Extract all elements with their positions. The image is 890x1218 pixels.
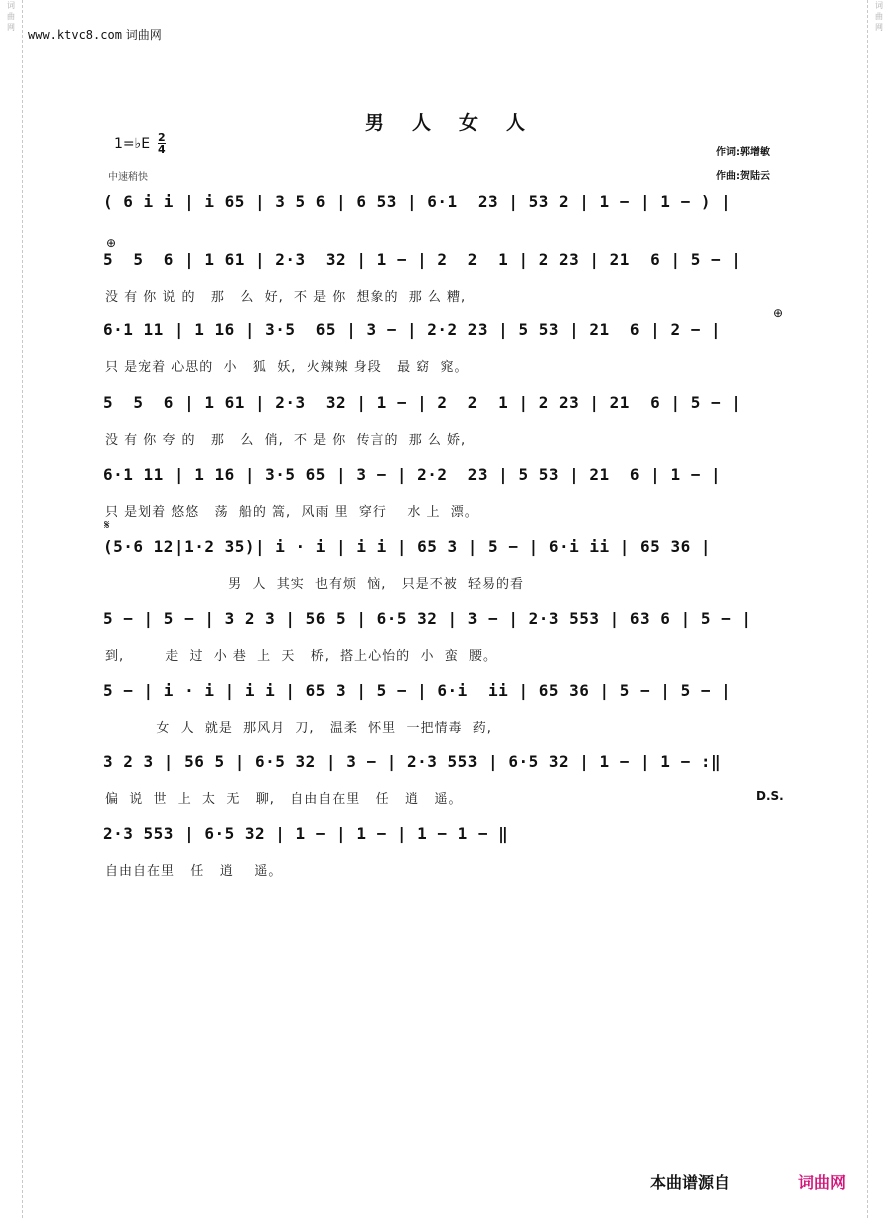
site-name: 词曲网 bbox=[125, 28, 162, 42]
notation-row: (5·6 12|1·2 35)| i · i | i i | 65 3 | 5 − | 6·i ii | 65 36 | bbox=[103, 537, 711, 556]
lyric-row: 自由自在里 任 逍 遥。 bbox=[105, 864, 283, 879]
time-signature bbox=[158, 132, 166, 155]
notation-row: 5 − | i · i | i i | 65 3 | 5 − | 6·i ii | 65 36 | 5 − | 5 − | bbox=[103, 681, 732, 700]
ds-mark: D.S. bbox=[756, 789, 784, 803]
time-top: 2 bbox=[158, 131, 166, 144]
lyric-row: 偏 说 世 上 太 无 聊, 自由自在里 任 逍 遥。 bbox=[105, 792, 463, 807]
coda-mark-start: ⊕ bbox=[106, 236, 117, 250]
notation-row: 6·1 11 | 1 16 | 3·5 65 | 3 − | 2·2 23 | 5 53 | 21 6 | 2 − | bbox=[103, 320, 722, 339]
lyric-row: 只 是划着 悠悠 荡 船的 篙, 风雨 里 穿行 水 上 漂。 bbox=[105, 505, 479, 520]
segno-mark: 𝄋 bbox=[104, 518, 110, 533]
notation-row: 3 2 3 | 56 5 | 6·5 32 | 3 − | 2·3 553 | 6·5 32 | 1 − | 1 − :‖ bbox=[103, 752, 722, 771]
time-bottom: 4 bbox=[158, 143, 166, 156]
coda-mark-end: ⊕ bbox=[773, 306, 784, 320]
notation-row: ( 6 i i | i 65 | 3 5 6 | 6 53 | 6·1 23 | 53 2 | 1 − | 1 − ) | bbox=[103, 192, 732, 211]
footer-source-label: 本曲谱源自 bbox=[650, 1173, 731, 1192]
notation-row: 5 5 6 | 1 61 | 2·3 32 | 1 − | 2 2 1 | 2 23 | 21 6 | 5 − | bbox=[103, 393, 742, 412]
footer-site-link[interactable]: 词曲网 bbox=[798, 1173, 847, 1192]
lyric-row: 到, 走 过 小 巷 上 天 桥, 搭上心怡的 小 蛮 腰。 bbox=[105, 649, 497, 664]
lyricist-credit: 作词:郭增敏 bbox=[716, 147, 770, 158]
notation-row: 5 − | 5 − | 3 2 3 | 56 5 | 6·5 32 | 3 − | 2·3 553 | 63 6 | 5 − | bbox=[103, 609, 752, 628]
lyric-row: 男 人 其实 也有烦 恼, 只是不被 轻易的看 bbox=[105, 577, 525, 592]
notation-row: 5 5 6 | 1 61 | 2·3 32 | 1 − | 2 2 1 | 2 23 | 21 6 | 5 − | bbox=[103, 250, 742, 269]
notation-row: 2·3 553 | 6·5 32 | 1 − | 1 − | 1 − 1 − ‖ bbox=[103, 824, 509, 843]
song-title: 男人女人 bbox=[364, 112, 553, 134]
tempo-marking: 中速稍快 bbox=[108, 172, 148, 183]
lyric-row: 没 有 你 夸 的 那 么 俏, 不 是 你 传言的 那 么 娇, bbox=[105, 433, 467, 448]
notation-row: 6·1 11 | 1 16 | 3·5 65 | 3 − | 2·2 23 | 5 53 | 21 6 | 1 − | bbox=[103, 465, 722, 484]
lyric-row: 没 有 你 说 的 那 么 好, 不 是 你 想象的 那 么 糟, bbox=[105, 290, 467, 305]
site-header bbox=[28, 26, 162, 43]
right-watermark-strip: 词 曲 网 bbox=[867, 0, 890, 1218]
lyric-row: 女 人 就是 那风月 刀, 温柔 怀里 一把情毒 药, bbox=[105, 721, 492, 736]
site-url[interactable]: www.ktvc8.com bbox=[28, 28, 122, 42]
composer-credit: 作曲:贺陆云 bbox=[716, 171, 770, 182]
key-signature: 1=♭E bbox=[114, 136, 151, 152]
left-watermark-strip: 词 曲 网 bbox=[0, 0, 23, 1218]
lyric-row: 只 是宠着 心思的 小 狐 妖, 火辣辣 身段 最 窈 窕。 bbox=[105, 360, 469, 375]
